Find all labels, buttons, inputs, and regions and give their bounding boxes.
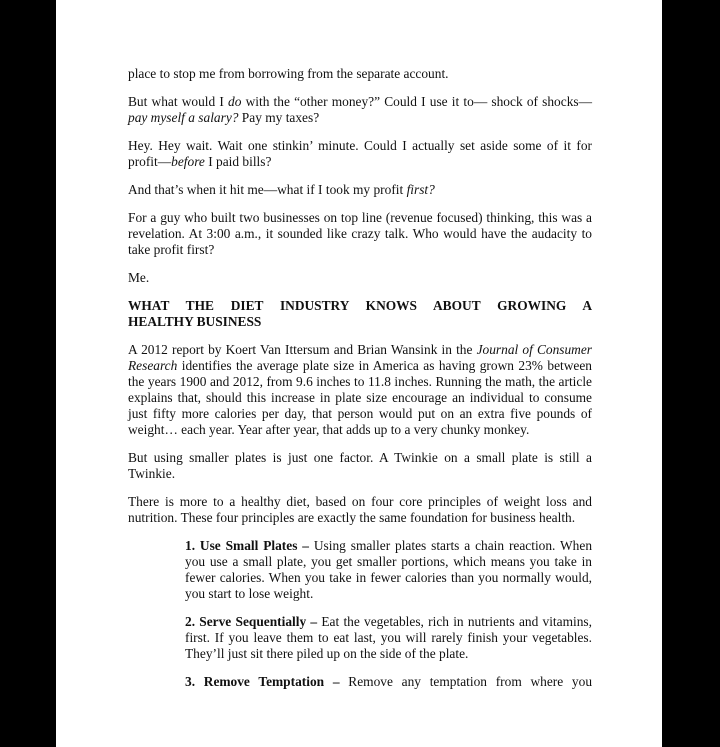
paragraph-p2: But what would I do with the “other money?” Could I use it to— shock of shocks—pay myself a salary? Pay my taxes? — [128, 94, 592, 125]
bottom-paragraphs — [128, 342, 592, 526]
principle-item: 2. Serve Sequentially – Eat the vegetables, rich in nutrients and vitamins, first. If you leave them to eat last, you will rarely finish your vegetables. They’ll just sit there piled up on the side of the plate. — [185, 614, 592, 661]
italic-text: before — [171, 154, 205, 169]
principles-list — [185, 538, 592, 690]
section-heading — [128, 298, 592, 330]
principle-title: 3. Remove Temptation — [185, 674, 325, 689]
principle-dash: – — [306, 614, 322, 629]
document-page — [56, 0, 662, 747]
principle-title: 2. Serve Sequentially — [185, 614, 307, 629]
paragraph-p3: Hey. Hey wait. Wait one stinkin’ minute. Could I actually set aside some of it for profit—before I paid bills? — [128, 138, 592, 169]
heading-line-2: HEALTHY BUSINESS — [128, 314, 262, 329]
italic-text: do — [228, 94, 242, 109]
paragraph-p8: But using smaller plates is just one factor. A Twinkie on a small plate is still a Twinkie. — [128, 450, 592, 481]
italic-text: Journal of Consumer Research — [128, 342, 592, 373]
paragraph-p9: There is more to a healthy diet, based on four core principles of weight loss and nutrition. These four principles are exactly the same foundation for business health. — [128, 494, 592, 525]
heading-line-1: WHAT THE DIET INDUSTRY KNOWS ABOUT GROWING A — [128, 298, 592, 313]
principle-item: 3. Remove Temptation – Remove any temptation from where you — [185, 674, 593, 689]
principle-dash: – — [297, 538, 314, 553]
italic-text: pay myself a salary? — [128, 110, 239, 125]
paragraph-p1: place to stop me from borrowing from the separate account. — [128, 66, 449, 81]
top-paragraphs — [128, 66, 592, 286]
paragraph-p4: And that’s when it hit me—what if I took my profit first? — [128, 182, 435, 197]
principle-item: 1. Use Small Plates – Using smaller plates starts a chain reaction. When you use a small plate, you get smaller portions, which means you take in fewer calories. When you take in fewer calories than you normally would, you start to lose weight. — [185, 538, 593, 601]
principle-title: 1. Use Small Plates — [185, 538, 298, 553]
paragraph-p7: A 2012 report by Koert Van Ittersum and Brian Wansink in the Journal of Consumer Research identifies the average plate size in America as having grown 23% between the years 1900 and 2012, from 9.6 inches to 11.8 inches. Running the math, the article explains that, should this increase in plate size encourage an individual to consume just fifty more calories per day, that person would put on an extra five pounds of weight… each year. Year after year, that adds up to a very chunky monkey. — [128, 342, 592, 437]
paragraph-p5: For a guy who built two businesses on top line (revenue focused) thinking, this was a revelation. At 3:00 a.m., it sounded like crazy talk. Who would have the audacity to take profit first? — [128, 210, 592, 257]
paragraph-p6: Me. — [128, 270, 150, 285]
principle-dash: – — [324, 674, 349, 689]
italic-text: first? — [406, 182, 435, 197]
page-content — [128, 66, 592, 702]
